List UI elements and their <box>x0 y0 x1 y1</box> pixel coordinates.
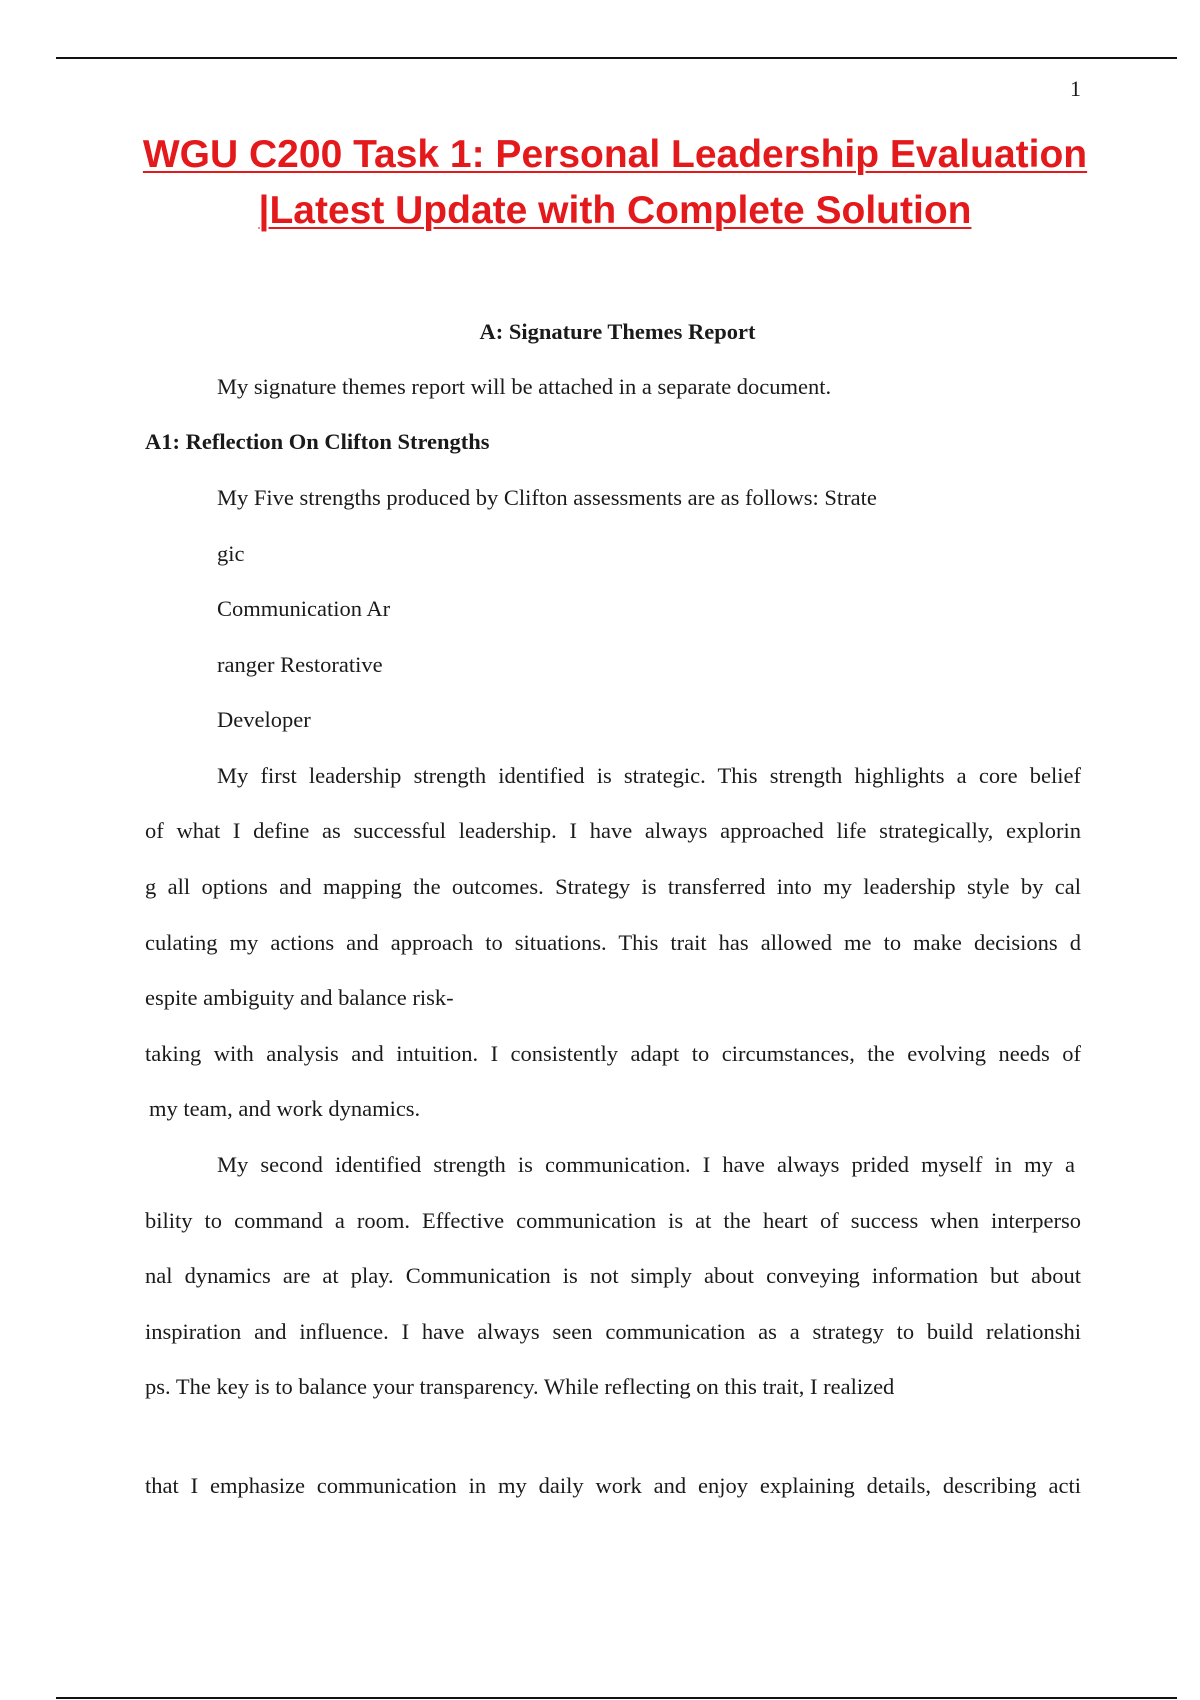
paragraph-line: my team, and work dynamics. <box>149 1096 421 1121</box>
document-title <box>120 127 1110 239</box>
title-line-2: |Latest Update with Complete Solution <box>258 189 972 232</box>
page-number: 1 <box>1070 76 1081 101</box>
paragraph-line: ps. The key is to balance your transparency. While reflecting on this trait, I realized <box>145 1374 895 1399</box>
paragraph-line: taking with analysis and intuition. I consistently adapt to circumstances, the evolving needs of <box>145 1041 1081 1066</box>
paragraph-line: inspiration and influence. I have always seen communication as a strategy to build relationshi <box>145 1319 1081 1344</box>
paragraph-line: espite ambiguity and balance risk- <box>145 985 454 1010</box>
paragraph-line: Developer <box>217 707 311 732</box>
paragraph-line: gic <box>217 541 245 566</box>
paragraph-line: Communication Ar <box>217 596 391 621</box>
paragraph-line: ranger Restorative <box>217 652 383 677</box>
page-top-rule <box>56 57 1177 59</box>
paragraph-line: nal dynamics are at play. Communication is not simply about conveying information but about <box>145 1263 1081 1288</box>
section-a1-heading: A1: Reflection On Clifton Strengths <box>145 429 490 454</box>
paragraph-line: that I emphasize communication in my daily work and enjoy explaining details, describing acti <box>145 1473 1081 1498</box>
section-a-text: My signature themes report will be attached in a separate document. <box>217 374 832 399</box>
paragraph-line: g all options and mapping the outcomes. Strategy is transferred into my leadership style by cal <box>145 874 1081 899</box>
paragraph-line: culating my actions and approach to situations. This trait has allowed me to make decisions d <box>145 930 1081 955</box>
paragraph-line: My Five strengths produced by Clifton assessments are as follows: Strate <box>217 485 877 510</box>
section-a-heading: A: Signature Themes Report <box>479 319 756 344</box>
title-line-1: WGU C200 Task 1: Personal Leadership Evaluation <box>142 133 1088 176</box>
paragraph-line: My second identified strength is communication. I have always prided myself in my a <box>217 1152 1075 1177</box>
paragraph-line: bility to command a room. Effective communication is at the heart of success when interperso <box>145 1208 1081 1233</box>
paragraph-line: of what I define as successful leadership. I have always approached life strategically, explorin <box>145 818 1081 843</box>
page-bottom-rule <box>56 1697 1177 1699</box>
paragraph-line: My first leadership strength identified is strategic. This strength highlights a core belief <box>217 763 1081 788</box>
